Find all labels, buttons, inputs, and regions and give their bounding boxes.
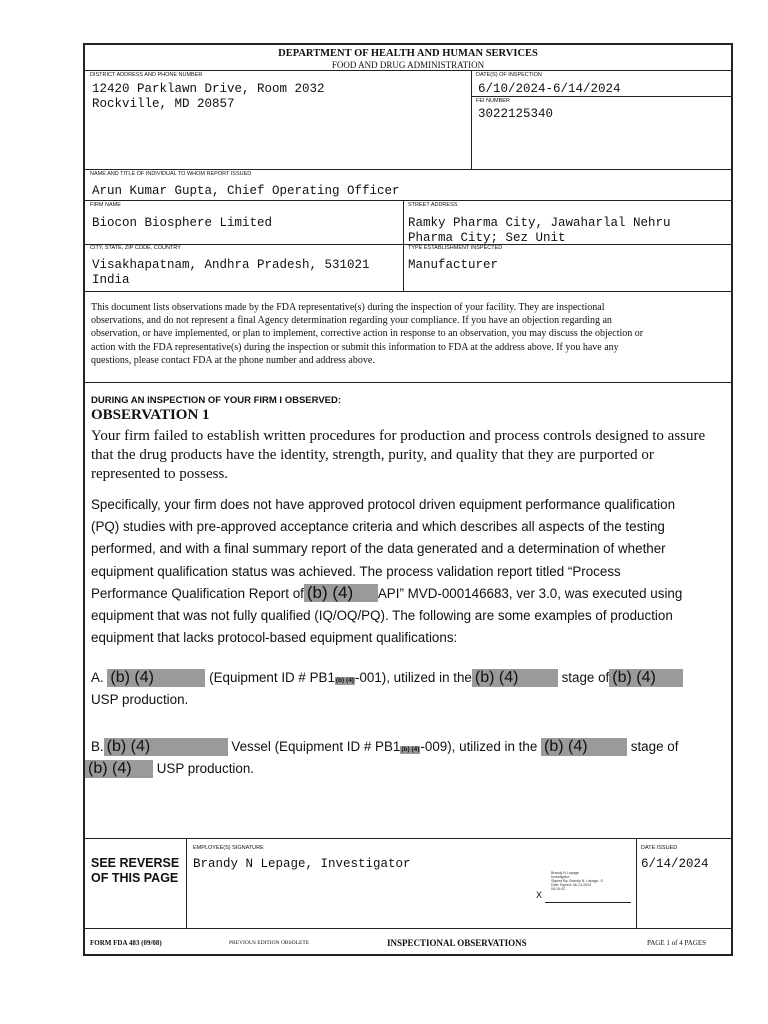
see-reverse-line: SEE REVERSE (91, 856, 180, 870)
agency-title: FOOD AND DRUG ADMINISTRATION (331, 60, 485, 70)
notice-line: This document lists observations made by the FDA representative(s) during the inspection of your facility. They are inspectional (91, 302, 605, 313)
stamp-line: 08:15:42 (551, 887, 565, 891)
divider (471, 70, 472, 169)
signature-x-mark: X (536, 890, 543, 900)
department-title: DEPARTMENT OF HEALTH AND HUMAN SERVICES (278, 48, 538, 59)
divider (85, 200, 731, 201)
firm-label: FIRM NAME (90, 202, 121, 208)
redaction-box: (b) (4) (107, 669, 205, 687)
inspection-dates-label: DATE(S) OF INSPECTION (476, 72, 542, 78)
details-line: Specifically, your firm does not have approved protocol driven equipment performance qualification (91, 497, 676, 512)
district-label: DISTRICT ADDRESS AND PHONE NUMBER (90, 72, 203, 78)
item-b-text: -009), utilized in the (420, 739, 538, 754)
divider (636, 838, 637, 928)
details-text: Performance Qualification Report of (91, 585, 304, 601)
see-reverse-line: OF THIS PAGE (91, 871, 179, 885)
firm-name: Biocon Biosphere Limited (92, 216, 273, 230)
addressee-name: Arun Kumar Gupta, Chief Operating Officer (92, 184, 400, 198)
observation-title: OBSERVATION 1 (91, 407, 210, 423)
city-label: CITY, STATE, ZIP CODE, COUNTRY (90, 245, 181, 251)
observation-summary (91, 427, 731, 484)
form-title: INSPECTIONAL OBSERVATIONS (387, 938, 527, 948)
notice-line: questions, please contact FDA at the phone number and address above. (91, 354, 375, 366)
stamp-line: Investigator (551, 875, 570, 879)
date-issued-label: DATE ISSUED (641, 845, 678, 851)
signature-label: EMPLOYEE(S) SIGNATURE (193, 845, 264, 851)
observation-line: that the drug products have the identity, strength, purity, and quality that they are purported or (91, 447, 654, 463)
redaction-box: (b) (4) (472, 669, 558, 687)
previous-edition-note: PREVIOUS EDITION OBSOLETE (229, 940, 310, 946)
item-b-text: Vessel (Equipment ID # PB1 (231, 739, 401, 754)
page-number: PAGE 1 of 4 PAGES (647, 939, 706, 947)
redaction-box: (b) (4) (541, 738, 627, 756)
divider (85, 838, 731, 839)
district-address-line1: 12420 Parklawn Drive, Room 2032 (92, 82, 325, 96)
redaction-box: (b) (4) (104, 738, 228, 756)
divider (85, 291, 731, 292)
details-line: (PQ) studies with pre-approved acceptance criteria and which describes all aspects of the testing (91, 519, 665, 535)
employee-signature: Brandy N Lepage, Investigator (193, 857, 411, 871)
notice-line: action with the FDA representative(s) during the inspection or submit this information to FDA at the address above. If you have any (91, 341, 619, 353)
item-a-text: stage of (561, 670, 610, 685)
item-b (91, 736, 678, 758)
addressee-label: NAME AND TITLE OF INDIVIDUAL TO WHOM REPORT ISSUED (90, 171, 252, 177)
street-line1: Ramky Pharma City, Jawaharlal Nehru (408, 216, 671, 230)
city-line2: India (92, 273, 130, 287)
details-line: equipment qualification status was achieved. The process validation report titled “Process (91, 563, 621, 579)
street-label: STREET ADDRESS (408, 202, 458, 208)
divider (85, 70, 731, 71)
item-a-end: USP production. (91, 692, 189, 707)
observation-line: represented to possess. (91, 466, 229, 482)
details-line: equipment that lacks protocol-based equipment qualifications: (91, 630, 458, 646)
divider (85, 382, 731, 383)
notice-text (91, 301, 731, 367)
notice-line: observations, and do not represent a final Agency determination regarding your compliance. If you have an objection regarding an (91, 315, 612, 327)
fda-483-form (83, 43, 733, 956)
establishment-type: Manufacturer (408, 258, 499, 272)
form-id: FORM FDA 483 (09/08) (90, 939, 162, 947)
establishment-label: TYPE ESTABLISHMENT INSPECTED (408, 245, 503, 251)
divider (186, 838, 187, 928)
item-a-text: -001), utilized in the (354, 670, 472, 685)
street-line2: Pharma City; Sez Unit (408, 231, 566, 245)
see-reverse-note (91, 856, 179, 886)
observation-intro: DURING AN INSPECTION OF YOUR FIRM I OBSERVED: (91, 395, 342, 406)
observation-details (91, 494, 731, 649)
city-line1: Visakhapatnam, Andhra Pradesh, 531021 (92, 258, 370, 272)
details-line (91, 583, 731, 605)
date-issued: 6/14/2024 (641, 857, 709, 871)
redaction-box: (b) (4) (609, 669, 683, 687)
divider (471, 96, 731, 97)
details-line: equipment that was not fully qualified (IQ/OQ/PQ). The following are some examples of production (91, 608, 673, 624)
stamp-line: Date Signed: 06-14-2024 (551, 883, 592, 887)
stamp-line: Brandy N Lepage (551, 871, 579, 875)
item-a-prefix: A. (91, 670, 104, 685)
item-b-end (85, 758, 254, 780)
redaction-box: (b) (4) (304, 584, 378, 602)
fei-label: FEI NUMBER (476, 98, 510, 104)
notice-line: observation, or have implemented, or plan to implement, corrective action in response to an observation, you may discuss the objection or (91, 328, 644, 340)
digital-signature-stamp (551, 871, 603, 891)
signature-line (545, 902, 631, 903)
stamp-line: Signed By: Brandy N. Lepage -S (551, 879, 603, 883)
details-text: API” MVD-000146683, ver 3.0, was executed using (377, 585, 683, 601)
inspection-dates: 6/10/2024-6/14/2024 (478, 82, 621, 96)
fei-number: 3022125340 (478, 107, 554, 121)
item-a-text: (Equipment ID # PB1 (209, 670, 335, 685)
redaction-box: (b) (4) (401, 746, 420, 753)
redaction-box: (b) (4) (85, 760, 153, 778)
divider (85, 928, 731, 929)
item-b-text: USP production. (156, 761, 254, 776)
details-line: performed, and with a final summary report of the data generated and a determination of whether (91, 541, 666, 557)
redaction-box: (b) (4) (335, 677, 354, 684)
item-b-text: stage of (630, 739, 679, 754)
divider (85, 169, 731, 170)
observation-line: Your firm failed to establish written procedures for production and process controls designed to assure (91, 428, 706, 444)
item-b-prefix: B. (91, 739, 104, 754)
divider (403, 200, 404, 291)
district-address-line2: Rockville, MD 20857 (92, 97, 235, 111)
item-a (91, 667, 683, 689)
